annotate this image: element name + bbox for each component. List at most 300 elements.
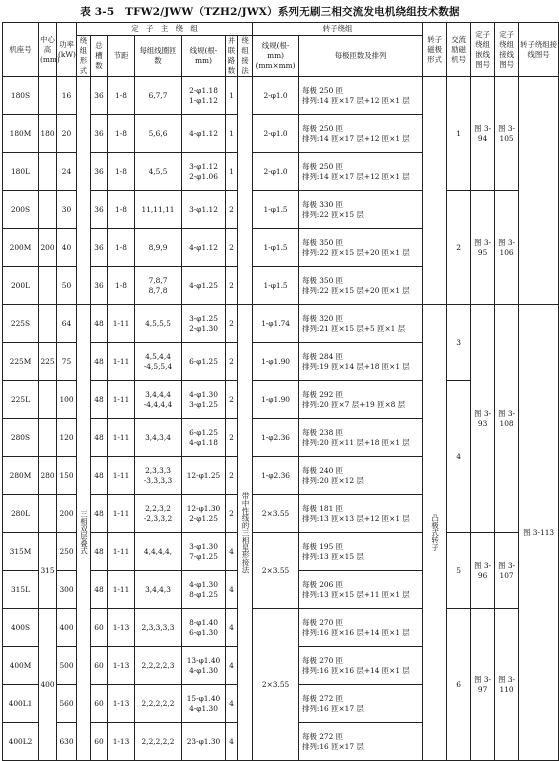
cell-line: 排列:13 匝×13 层+12 匝×1 层: [302, 513, 410, 523]
cell-parallel: 4: [226, 647, 238, 685]
cell-center-height: 225: [39, 343, 57, 381]
cell-rotor-con-blank: [519, 77, 559, 305]
cell-line: 每极 181 匝: [302, 503, 344, 513]
cell-pitch: 1-13: [108, 609, 135, 647]
cell-center-height: [39, 153, 57, 191]
cell-rotor-wire: 2×3.55: [253, 533, 299, 609]
cell-center-height: [39, 381, 57, 419]
cell-parallel: 2: [226, 457, 238, 495]
cell-rotor-wire: 2×3.55: [253, 495, 299, 533]
cell-total-slots: 60: [91, 647, 108, 685]
cell-parallel: 4: [226, 609, 238, 647]
cell-total-slots: 48: [91, 571, 108, 609]
cell-line: 4,5,5: [148, 166, 168, 176]
cell-rotor-turns: [299, 723, 423, 761]
cell-seat: 400L1: [3, 685, 39, 723]
cell-line: 2,3,3,3,3: [141, 622, 175, 632]
cell-parallel: 4: [226, 685, 238, 723]
cell-line: 6-φ1.25: [189, 356, 218, 366]
cell-coil-turns: [135, 571, 182, 609]
header-rotor-turns: 每极匝数及排列: [299, 36, 423, 77]
cell-line: 排列:16 匝×16 层+14 匝×1 层: [302, 665, 410, 675]
cell-rotor-turns: [299, 381, 423, 419]
cell-center-height: [39, 191, 57, 229]
header-rotor-con: 转子绕组接线图号: [519, 23, 559, 77]
cell-parallel: 2: [226, 229, 238, 267]
cell-rotor-turns: [299, 457, 423, 495]
cell-line: 8-φ1.40: [189, 617, 218, 627]
cell-coil-turns: [135, 305, 182, 343]
cell-rotor-wire: 1-φ1.5: [253, 267, 299, 305]
cell-power: 400: [57, 609, 77, 647]
cell-coil-turns: [135, 647, 182, 685]
cell-wire-spec: [182, 609, 226, 647]
cell-coil-turns: [135, 533, 182, 571]
cell-line: 排列:13 匝×15 层+11 匝×1 层: [302, 589, 410, 599]
cell-coil-turns: [135, 723, 182, 761]
cell-center-height: [39, 495, 57, 533]
cell-line: 23-φ1.30: [186, 736, 221, 746]
cell-parallel: 1: [226, 77, 238, 115]
cell-parallel: 1: [226, 153, 238, 191]
cell-stator-con: 图 3-108: [495, 305, 519, 533]
cell-coil-turns: [135, 191, 182, 229]
cell-wire-spec: [182, 267, 226, 305]
cell-wire-spec: [182, 571, 226, 609]
cell-coil-turns: [135, 267, 182, 305]
cell-total-slots: 48: [91, 533, 108, 571]
cell-wire-spec: [182, 305, 226, 343]
cell-pitch: 1-11: [108, 419, 135, 457]
cell-center-height: 315: [39, 533, 57, 609]
header-stator-con: 定子绕组接线图号: [495, 23, 519, 77]
cell-seat: 225L: [3, 381, 39, 419]
cell-parallel: 2: [226, 381, 238, 419]
cell-seat: 225S: [3, 305, 39, 343]
cell-line: 3,4,4,4: [145, 389, 171, 399]
cell-rotor-turns: [299, 533, 423, 571]
cell-parallel: 2: [226, 419, 238, 457]
cell-line: 6-φ1.30: [189, 627, 218, 637]
cell-coil-turns: [135, 495, 182, 533]
cell-center-height: 180: [39, 115, 57, 153]
cell-seat: 180L: [3, 153, 39, 191]
cell-stator-emb: 图 3-97: [471, 609, 495, 761]
cell-line: 排列:20 匝×7 层+19 匝×8 层: [302, 399, 406, 409]
cell-center-height: [39, 419, 57, 457]
cell-seat: 200S: [3, 191, 39, 229]
cell-coil-turns: [135, 153, 182, 191]
cell-line: 每极 238 匝: [302, 427, 344, 437]
cell-seat: 315M: [3, 533, 39, 571]
cell-power: 500: [57, 647, 77, 685]
cell-line: -4,5,5,4: [143, 361, 173, 371]
cell-rotor-wire: 1-φ1.90: [253, 343, 299, 381]
cell-line: 排列:21 匝×15 层+5 匝×1 层: [302, 323, 406, 333]
cell-line: 每极 240 匝: [302, 465, 344, 475]
cell-parallel: 2: [226, 305, 238, 343]
cell-power: 150: [57, 457, 77, 495]
cell-pitch: 1-11: [108, 457, 135, 495]
cell-exciter: 5: [447, 533, 471, 609]
header-exciter: 交流励磁机号: [447, 23, 471, 77]
cell-line: -2,3,3,2: [143, 513, 173, 523]
cell-pitch: 1-11: [108, 381, 135, 419]
cell-exciter: 3: [447, 305, 471, 381]
cell-wire-spec: [182, 647, 226, 685]
header-power: 功率(kW): [57, 23, 77, 77]
cell-parallel: 4: [226, 533, 238, 571]
cell-line: 4-φ1.30: [189, 703, 218, 713]
cell-wire-spec: [182, 419, 226, 457]
cell-rotor-wire: 1-φ2.36: [253, 419, 299, 457]
header-winding-form: 绕组形式: [77, 36, 91, 77]
cell-pitch: 1-11: [108, 495, 135, 533]
cell-line: -4,4,4,4: [143, 399, 173, 409]
cell-rotor-wire: 2×3.55: [253, 609, 299, 761]
header-total-slots: 总槽数: [91, 36, 108, 77]
cell-line: -3,3,3,3: [143, 475, 173, 485]
cell-pitch: 1-11: [108, 343, 135, 381]
cell-seat: 200M: [3, 229, 39, 267]
cell-parallel: 2: [226, 495, 238, 533]
cell-power: 120: [57, 419, 77, 457]
cell-pitch: 1-8: [108, 153, 135, 191]
cell-line: 2-φ1.06: [189, 171, 218, 181]
cell-total-slots: 36: [91, 115, 108, 153]
cell-coil-turns: [135, 381, 182, 419]
table-row: [3, 305, 559, 343]
cell-rotor-pole-blank: [423, 77, 447, 305]
cell-rotor-turns: [299, 191, 423, 229]
cell-total-slots: 36: [91, 191, 108, 229]
header-rotor-group: 转子绕组: [253, 23, 423, 36]
cell-total-slots: 60: [91, 685, 108, 723]
cell-parallel: 1: [226, 115, 238, 153]
cell-line: 每极 250 匝: [302, 85, 344, 95]
cell-power: 24: [57, 153, 77, 191]
cell-coil-turns: [135, 115, 182, 153]
cell-line: 6-φ1.25: [189, 427, 218, 437]
cell-line: 2-φ1.30: [189, 323, 218, 333]
table-row: [3, 77, 559, 115]
header-coil-turns: 每组线圈匝数: [135, 36, 182, 77]
cell-wire-spec: [182, 343, 226, 381]
cell-line: 每极 320 匝: [302, 313, 344, 323]
cell-line: 每极 250 匝: [302, 123, 344, 133]
cell-line: 2,2,2,2,2: [141, 698, 175, 708]
cell-power: 40: [57, 229, 77, 267]
cell-line: 每极 350 匝: [302, 275, 344, 285]
cell-line: 排列:20 匝×12 层: [302, 475, 364, 485]
header-stator-group: 定 子 主 绕 组: [77, 23, 253, 36]
cell-line: 8,7,8: [148, 285, 168, 295]
cell-line: 2-φ1.18: [189, 85, 218, 95]
cell-line: 排列:16 匝×17 层: [302, 741, 364, 751]
cell-line: 排列:22 匝×15 层+20 匝×1 层: [302, 285, 410, 295]
cell-line: 4-φ1.25: [189, 280, 218, 290]
cell-exciter: 1: [447, 77, 471, 191]
cell-center-height: [39, 267, 57, 305]
cell-total-slots: 36: [91, 77, 108, 115]
header-wire-spec: 线规(根-mm): [182, 36, 226, 77]
cell-rotor-wire: 2-φ1.0: [253, 153, 299, 191]
cell-line: 每极 350 匝: [302, 237, 344, 247]
cell-line: 每极 284 匝: [302, 351, 344, 361]
cell-stator-con: 图 3-107: [495, 533, 519, 609]
cell-line: 3-φ1.30: [189, 541, 218, 551]
cell-center-height: 280: [39, 457, 57, 495]
cell-line: 8-φ1.25: [189, 589, 218, 599]
cell-line: 1-φ1.12: [189, 95, 218, 105]
cell-power: 560: [57, 685, 77, 723]
cell-line: 3-φ1.25: [189, 399, 218, 409]
cell-line: 4-φ1.12: [189, 128, 218, 138]
cell-wire-spec: [182, 495, 226, 533]
cell-stator-emb: 图 3-93: [471, 305, 495, 533]
cell-line: 每极 292 匝: [302, 389, 344, 399]
cell-total-slots: 48: [91, 419, 108, 457]
cell-rotor-turns: [299, 305, 423, 343]
cell-parallel: 4: [226, 571, 238, 609]
cell-connection: 带中性线的三相星形接法: [238, 305, 253, 761]
cell-line: 排列:16 匝×17 层: [302, 703, 364, 713]
cell-line: 3-φ1.12: [189, 161, 218, 171]
cell-total-slots: 48: [91, 343, 108, 381]
cell-winding-form-blank: [77, 77, 91, 305]
cell-wire-spec: [182, 191, 226, 229]
cell-pitch: 1-8: [108, 229, 135, 267]
cell-line: 4-φ1.18: [189, 437, 218, 447]
cell-seat: 400M: [3, 647, 39, 685]
cell-power: 64: [57, 305, 77, 343]
cell-line: 3-φ1.25: [189, 313, 218, 323]
cell-rotor-turns: [299, 419, 423, 457]
cell-line: 每极 270 匝: [302, 655, 344, 665]
cell-exciter: 6: [447, 609, 471, 761]
cell-rotor-turns: [299, 609, 423, 647]
cell-line: 13-φ1.40: [186, 655, 221, 665]
cell-power: 630: [57, 723, 77, 761]
cell-seat: 400S: [3, 609, 39, 647]
header-rotor-wire: 线规(根-mm)(mm×mm): [253, 36, 299, 77]
cell-rotor-wire: 1-φ1.90: [253, 381, 299, 419]
cell-wire-spec: [182, 533, 226, 571]
cell-line: 4-φ1.30: [189, 579, 218, 589]
cell-exciter: 2: [447, 191, 471, 305]
cell-seat: 280M: [3, 457, 39, 495]
header-stator-emb: 定子绕组嵌线图号: [471, 23, 495, 77]
cell-wire-spec: [182, 723, 226, 761]
header-connection: 绕组接法: [238, 36, 253, 77]
cell-line: 排列:16 匝×16 层+14 匝×1 层: [302, 627, 410, 637]
cell-line: 12-φ1.30: [186, 503, 221, 513]
cell-line: 每极 272 匝: [302, 731, 344, 741]
cell-pitch: 1-11: [108, 571, 135, 609]
cell-seat: 225M: [3, 343, 39, 381]
cell-rotor-pole: 凸极式转子: [423, 305, 447, 761]
cell-power: 75: [57, 343, 77, 381]
cell-line: 2,2,2,2,3: [141, 660, 175, 670]
cell-line: 4-φ1.30: [189, 389, 218, 399]
cell-coil-turns: [135, 419, 182, 457]
cell-power: 30: [57, 191, 77, 229]
cell-total-slots: 60: [91, 723, 108, 761]
cell-rotor-con: 图 3-113: [519, 305, 559, 761]
cell-center-height: [39, 77, 57, 115]
cell-coil-turns: [135, 685, 182, 723]
cell-stator-con: 图 3-106: [495, 191, 519, 305]
cell-line: 排列:22 匝×15 层: [302, 209, 364, 219]
cell-rotor-wire: 2-φ1.0: [253, 115, 299, 153]
cell-line: 排列:14 匝×17 层+12 匝×1 层: [302, 171, 410, 181]
cell-wire-spec: [182, 457, 226, 495]
cell-exciter: 4: [447, 381, 471, 533]
cell-seat: 400L2: [3, 723, 39, 761]
cell-power: 200: [57, 495, 77, 533]
cell-seat: 180S: [3, 77, 39, 115]
cell-stator-con: 图 3-110: [495, 609, 519, 761]
cell-winding-form: 三相双层叠式: [77, 305, 91, 761]
cell-line: 12-φ1.25: [186, 470, 221, 480]
cell-line: 每极 270 匝: [302, 617, 344, 627]
cell-coil-turns: [135, 457, 182, 495]
cell-power: 20: [57, 115, 77, 153]
cell-seat: 200L: [3, 267, 39, 305]
header-parallel: 并联路数: [226, 36, 238, 77]
cell-seat: 180M: [3, 115, 39, 153]
cell-wire-spec: [182, 229, 226, 267]
cell-rotor-turns: [299, 77, 423, 115]
cell-line: 4-φ1.12: [189, 242, 218, 252]
cell-pitch: 1-8: [108, 267, 135, 305]
cell-line: 15-φ1.40: [186, 693, 221, 703]
cell-wire-spec: [182, 77, 226, 115]
cell-pitch: 1-8: [108, 191, 135, 229]
cell-line: 7,8,7: [148, 275, 168, 285]
cell-center-height: 400: [39, 609, 57, 761]
cell-rotor-wire: 2-φ1.0: [253, 77, 299, 115]
cell-line: 每极 195 匝: [302, 541, 344, 551]
cell-rotor-wire: 1-φ1.74: [253, 305, 299, 343]
cell-rotor-turns: [299, 571, 423, 609]
cell-rotor-turns: [299, 343, 423, 381]
cell-power: 250: [57, 533, 77, 571]
cell-rotor-wire: 1-φ1.5: [253, 229, 299, 267]
cell-line: 排列:14 匝×17 层+12 匝×1 层: [302, 95, 410, 105]
cell-connection-blank: [238, 77, 253, 305]
cell-line: 每极 272 匝: [302, 693, 344, 703]
cell-line: 排列:19 匝×14 层+18 匝×1 层: [302, 361, 410, 371]
cell-power: 300: [57, 571, 77, 609]
cell-wire-spec: [182, 153, 226, 191]
cell-line: 2,2,2,2,2: [141, 736, 175, 746]
header-center-height: 中心高(mm): [39, 23, 57, 77]
cell-rotor-turns: [299, 495, 423, 533]
cell-line: 6,7,7: [148, 90, 168, 100]
data-table: [2, 22, 559, 761]
cell-rotor-turns: [299, 115, 423, 153]
cell-total-slots: 36: [91, 229, 108, 267]
cell-pitch: 1-11: [108, 305, 135, 343]
cell-line: 每极 206 匝: [302, 579, 344, 589]
cell-line: 2,2,3,2: [145, 503, 171, 513]
cell-power: 100: [57, 381, 77, 419]
cell-wire-spec: [182, 381, 226, 419]
cell-parallel: 2: [226, 267, 238, 305]
cell-line: 2,3,3,3: [145, 465, 171, 475]
cell-stator-con: 图 3-105: [495, 77, 519, 191]
cell-parallel: 2: [226, 191, 238, 229]
cell-rotor-turns: [299, 229, 423, 267]
cell-line: 每极 330 匝: [302, 199, 344, 209]
cell-line: 每极 250 匝: [302, 161, 344, 171]
cell-line: 排列:22 匝×15 层+20 匝×1 层: [302, 247, 410, 257]
cell-pitch: 1-8: [108, 115, 135, 153]
cell-rotor-turns: [299, 153, 423, 191]
cell-line: 排列:20 匝×11 层+18 匝×1 层: [302, 437, 410, 447]
cell-seat: 280S: [3, 419, 39, 457]
cell-total-slots: 48: [91, 381, 108, 419]
cell-stator-emb: 图 3-95: [471, 191, 495, 305]
cell-coil-turns: [135, 343, 182, 381]
cell-line: 2-φ1.25: [189, 513, 218, 523]
cell-power: 50: [57, 267, 77, 305]
cell-rotor-turns: [299, 647, 423, 685]
cell-pitch: 1-11: [108, 533, 135, 571]
cell-line: 4,5,5,5: [145, 318, 171, 328]
cell-power: 16: [57, 77, 77, 115]
cell-line: 3,4,4,3: [145, 584, 171, 594]
header-seat: 机座号: [3, 23, 39, 77]
table-title: 表 3-5 TFW2/JWW（TZH2/JWX）系列无刷三相交流发电机绕组技术数据: [80, 6, 460, 18]
cell-line: 11,11,11: [141, 204, 175, 214]
cell-seat: 280L: [3, 495, 39, 533]
cell-stator-emb: 图 3-96: [471, 533, 495, 609]
cell-line: 5,6,6: [148, 128, 168, 138]
cell-rotor-wire: 1-φ2.36: [253, 457, 299, 495]
cell-seat: 315L: [3, 571, 39, 609]
cell-coil-turns: [135, 229, 182, 267]
cell-line: 4-φ1.30: [189, 665, 218, 675]
cell-pitch: 1-13: [108, 647, 135, 685]
cell-total-slots: 36: [91, 153, 108, 191]
cell-total-slots: 60: [91, 609, 108, 647]
cell-total-slots: 36: [91, 267, 108, 305]
cell-line: 7-φ1.25: [189, 551, 218, 561]
header-rotor-pole: 转子磁极形式: [423, 23, 447, 77]
cell-line: 4,4,4,4,: [143, 546, 173, 556]
cell-pitch: 1-13: [108, 723, 135, 761]
cell-total-slots: 48: [91, 495, 108, 533]
cell-line: 排列:13 匝×15 层: [302, 551, 364, 561]
cell-rotor-wire: 1-φ1.5: [253, 191, 299, 229]
cell-rotor-turns: [299, 685, 423, 723]
cell-center-height: 200: [39, 229, 57, 267]
cell-pitch: 1-8: [108, 77, 135, 115]
cell-pitch: 1-13: [108, 685, 135, 723]
cell-line: 排列:14 匝×17 层+12 匝×1 层: [302, 133, 410, 143]
cell-coil-turns: [135, 609, 182, 647]
cell-line: 4,5,4,4: [145, 351, 171, 361]
cell-total-slots: 48: [91, 305, 108, 343]
cell-wire-spec: [182, 685, 226, 723]
table-body: [3, 77, 559, 761]
cell-wire-spec: [182, 115, 226, 153]
cell-coil-turns: [135, 77, 182, 115]
header-pitch: 节距: [108, 36, 135, 77]
cell-line: 3-φ1.12: [189, 204, 218, 214]
